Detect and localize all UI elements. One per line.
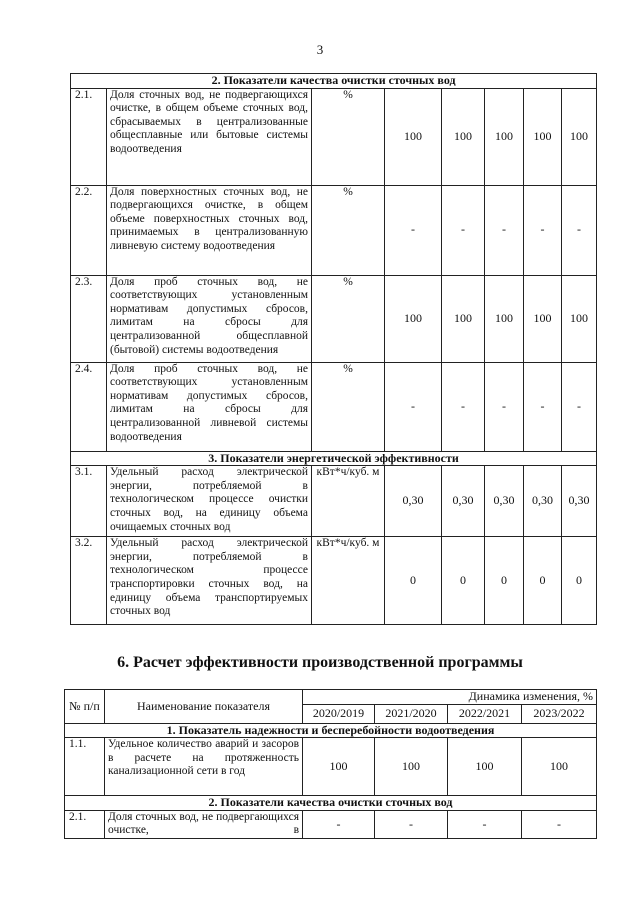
section-heading: 6. Расчет эффективности производственной программы bbox=[117, 654, 523, 671]
unit: % bbox=[312, 362, 385, 451]
unit: % bbox=[312, 275, 385, 362]
row-number: 2.3. bbox=[71, 275, 107, 362]
unit: кВт*ч/куб. м bbox=[312, 466, 385, 537]
indicator-name: Удельное количество аварий и засоров в расчете на протяженность канализационной сети в год bbox=[105, 738, 303, 796]
value-cell: 100 bbox=[524, 275, 562, 362]
value-cell: 100 bbox=[442, 88, 485, 185]
value-cell: 0,30 bbox=[385, 466, 442, 537]
value-cell: - bbox=[485, 362, 524, 451]
unit: % bbox=[312, 88, 385, 185]
value-cell: 100 bbox=[385, 275, 442, 362]
row-number: 3.2. bbox=[71, 537, 107, 625]
value-cell: 0,30 bbox=[442, 466, 485, 537]
year-header: 2021/2020 bbox=[375, 704, 448, 723]
value-cell: 100 bbox=[524, 88, 562, 185]
year-header: 2023/2022 bbox=[522, 704, 597, 723]
value-cell: - bbox=[524, 362, 562, 451]
indicator-name: Доля проб сточных вод, не соответствующих установленным нормативам допустимых сбросов, лимитам на сбросы для централизованной ливневой системы водоотведения bbox=[107, 362, 312, 451]
value-cell: 0 bbox=[524, 537, 562, 625]
indicator-name: Доля сточных вод, не подвергающихся очистке, в общем объеме сточных вод, сбрасываемых в централизованные общесплавные или бытовые системы водоотведения bbox=[107, 88, 312, 185]
unit: кВт*ч/куб. м bbox=[312, 537, 385, 625]
year-header: 2020/2019 bbox=[303, 704, 375, 723]
year-header: 2022/2021 bbox=[448, 704, 522, 723]
value-cell: 100 bbox=[375, 738, 448, 796]
row-number: 2.2. bbox=[71, 185, 107, 275]
value-cell: - bbox=[375, 810, 448, 838]
value-cell: 100 bbox=[562, 88, 597, 185]
value-cell: 100 bbox=[303, 738, 375, 796]
value-cell: - bbox=[448, 810, 522, 838]
value-cell: - bbox=[442, 185, 485, 275]
indicator-name: Удельный расход электрической энергии, потребляемой в технологическом процессе очистки сточных вод, на единицу объема очищаемых сточных вод bbox=[107, 466, 312, 537]
value-cell: - bbox=[303, 810, 375, 838]
value-cell: - bbox=[385, 185, 442, 275]
indicator-name: Доля поверхностных сточных вод, не подвергающихся очистке, в общем объеме поверхностных сточных вод, принимаемых в централизованную ливневую систему водоотведения bbox=[107, 185, 312, 275]
indicator-name: Доля проб сточных вод, не соответствующих установленным нормативам допустимых сбросов, лимитам на сбросы для централизованной общесплавной (бытовой) системы водоотведения bbox=[107, 275, 312, 362]
row-number: 2.1. bbox=[71, 88, 107, 185]
value-cell: 0,30 bbox=[562, 466, 597, 537]
value-cell: 0,30 bbox=[485, 466, 524, 537]
value-cell: 100 bbox=[485, 275, 524, 362]
value-cell: - bbox=[562, 185, 597, 275]
column-header-dynamics: Динамика изменения, % bbox=[303, 690, 597, 705]
page-number: 3 bbox=[316, 42, 324, 57]
unit: % bbox=[312, 185, 385, 275]
value-cell: 0 bbox=[442, 537, 485, 625]
column-header-number: № п/п bbox=[65, 690, 105, 724]
value-cell: - bbox=[385, 362, 442, 451]
value-cell: - bbox=[524, 185, 562, 275]
value-cell: - bbox=[442, 362, 485, 451]
value-cell: 0 bbox=[385, 537, 442, 625]
value-cell: - bbox=[522, 810, 597, 838]
value-cell: - bbox=[485, 185, 524, 275]
column-header-name: Наименование показателя bbox=[105, 690, 303, 724]
section-title: 1. Показатель надежности и бесперебойности водоотведения bbox=[65, 723, 597, 738]
value-cell: 100 bbox=[562, 275, 597, 362]
indicators-table-continued bbox=[70, 73, 597, 625]
row-number: 2.4. bbox=[71, 362, 107, 451]
row-number: 2.1. bbox=[65, 810, 105, 838]
value-cell: 0 bbox=[562, 537, 597, 625]
section-title: 3. Показатели энергетической эффективности bbox=[71, 451, 597, 466]
row-number: 3.1. bbox=[71, 466, 107, 537]
value-cell: 100 bbox=[522, 738, 597, 796]
value-cell: - bbox=[562, 362, 597, 451]
value-cell: 0 bbox=[485, 537, 524, 625]
indicator-name: Доля сточных вод, не подвергающихся очистке, в bbox=[105, 810, 303, 838]
efficiency-table bbox=[64, 689, 597, 839]
value-cell: 100 bbox=[442, 275, 485, 362]
value-cell: 100 bbox=[448, 738, 522, 796]
value-cell: 100 bbox=[385, 88, 442, 185]
indicator-name: Удельный расход электрической энергии, потребляемой в технологическом процессе транспортировки сточных вод, на единицу объема транспортируемых сточных вод bbox=[107, 537, 312, 625]
row-number: 1.1. bbox=[65, 738, 105, 796]
section-title: 2. Показатели качества очистки сточных вод bbox=[65, 796, 597, 811]
section-title: 2. Показатели качества очистки сточных вод bbox=[71, 74, 597, 89]
value-cell: 100 bbox=[485, 88, 524, 185]
value-cell: 0,30 bbox=[524, 466, 562, 537]
